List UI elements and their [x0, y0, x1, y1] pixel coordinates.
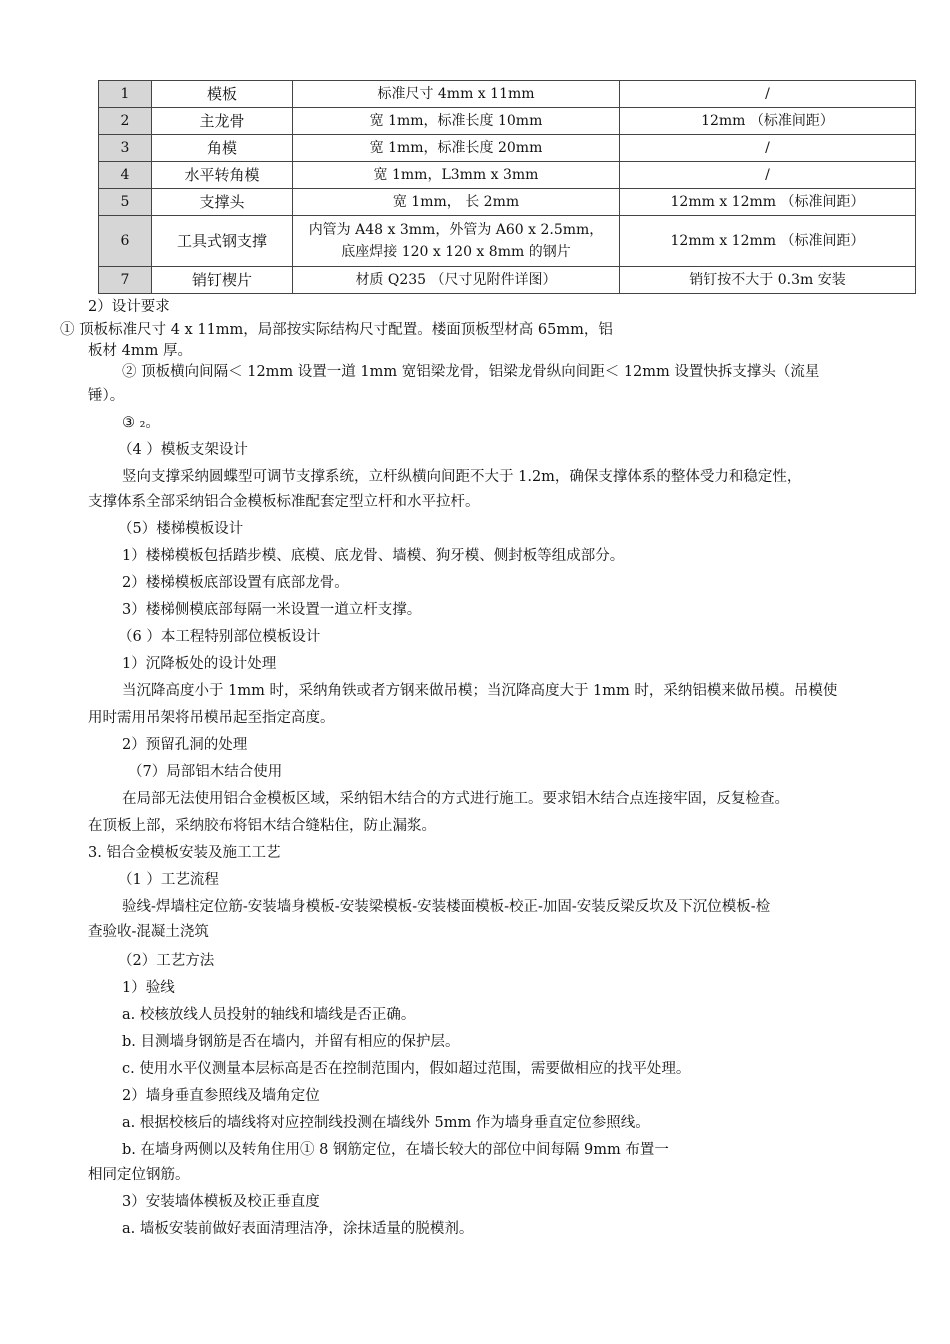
section-heading: （5）楼梯模板设计: [118, 521, 244, 537]
row-size: [293, 216, 620, 267]
paragraph-line: 相同定位钢筋。: [88, 1167, 190, 1183]
paragraph-line: 锤）。: [88, 388, 125, 404]
section-heading: 2）设计要求: [88, 299, 170, 315]
row-size-line: 内管为 A48 x 3mm，外管为 A60 x 2.5mm，: [308, 222, 604, 238]
paragraph-line: 1）沉降板处的设计处理: [122, 656, 277, 672]
row-no: 2: [99, 108, 152, 135]
row-size: 宽 1mm， 长 2mm: [293, 189, 620, 216]
row-name: 支撑头: [152, 189, 293, 216]
paragraph-line: 在局部无法使用铝合金模板区域，采纳铝木结合的方式进行施工。要求铝木结合点连接牢固，反复检查。: [122, 791, 789, 807]
row-spacing: /: [620, 135, 916, 162]
paragraph-line: a. 墙板安装前做好表面清理洁净，涂抹适量的脱模剂。: [122, 1221, 474, 1237]
paragraph-line: c. 使用水平仪测量本层标高是否在控制范围内，假如超过范围，需要做相应的找平处理。: [122, 1061, 691, 1077]
paragraph-line: a. 校核放线人员投射的轴线和墙线是否正确。: [122, 1007, 416, 1023]
row-name: 主龙骨: [152, 108, 293, 135]
row-size: 标准尺寸 4mm x 11mm: [293, 81, 620, 108]
paragraph-line: 当沉降高度小于 1mm 时，采纳角铁或者方钢来做吊模；当沉降高度大于 1mm 时，采纳铝模来做吊模。吊模使: [122, 683, 838, 699]
paragraph-line: 3）安装墙体模板及校正垂直度: [122, 1194, 320, 1210]
paragraph-line: 验线-焊墙柱定位筋-安装墙身模板-安装梁模板-安装楼面模板-校正-加固-安装反梁反坎及下沉位模板-检: [122, 899, 771, 915]
paragraph-line: 3）楼梯侧模底部每隔一米设置一道立杆支撑。: [122, 602, 422, 618]
section-heading: （6 ）本工程特别部位模板设计: [118, 629, 321, 645]
paragraph-line: 竖向支撑采纳圆蝶型可调节支撑系统，立杆纵横向间距不大于 1.2m，确保支撑体系的整体受力和稳定性，: [122, 469, 802, 485]
row-no: 4: [99, 162, 152, 189]
row-name: 模板: [152, 81, 293, 108]
row-spacing: /: [620, 81, 916, 108]
row-spacing: 12mm x 12mm （标准间距）: [620, 216, 916, 267]
table-row: [99, 135, 916, 162]
row-size: 宽 1mm，标准长度 20mm: [293, 135, 620, 162]
spec-table: [98, 80, 916, 294]
paragraph-line: 1）楼梯模板包括踏步模、底模、底龙骨、墙模、狗牙模、侧封板等组成部分。: [122, 548, 625, 564]
paragraph-line: b. 在墙身两侧以及转角住用① 8 钢筋定位，在墙长较大的部位中间每隔 9mm 布置一: [122, 1142, 669, 1158]
paragraph-line: ② 顶板横向间隔＜ 12mm 设置一道 1mm 宽铝梁龙骨，铝梁龙骨纵向间距＜ 12mm 设置快拆支撑头（流星: [122, 364, 820, 380]
row-spacing: 销钉按不大于 0.3m 安装: [620, 267, 916, 294]
paragraph-line: a. 根据校核后的墙线将对应控制线投测在墙线外 5mm 作为墙身垂直定位参照线。: [122, 1115, 650, 1131]
row-no: 1: [99, 81, 152, 108]
paragraph-line: 在顶板上部，采纳胶布将铝木结合缝粘住，防止漏浆。: [88, 818, 436, 834]
table-row: [99, 162, 916, 189]
row-no: 6: [99, 216, 152, 267]
row-name: 水平转角模: [152, 162, 293, 189]
paragraph-line: b. 目测墙身钢筋是否在墙内，并留有相应的保护层。: [122, 1034, 460, 1050]
table-row: [99, 108, 916, 135]
paragraph-line: ① 顶板标准尺寸 4 x 11mm，局部按实际结构尺寸配置。楼面顶板型材高 65mm，铝: [60, 322, 613, 338]
row-name: 工具式钢支撑: [152, 216, 293, 267]
row-size: 宽 1mm，标准长度 10mm: [293, 108, 620, 135]
row-name: 角模: [152, 135, 293, 162]
row-size-line: 底座焊接 120 x 120 x 8mm 的钢片: [341, 244, 571, 260]
paragraph-line: 2）墙身垂直参照线及墙角定位: [122, 1088, 320, 1104]
row-size: 材质 Q235 （尺寸见附件详图）: [293, 267, 620, 294]
paragraph-line: 2）预留孔洞的处理: [122, 737, 248, 753]
paragraph-line: 用时需用吊架将吊模吊起至指定高度。: [88, 710, 335, 726]
paragraph-line: 板材 4mm 厚。: [88, 343, 192, 359]
section-heading: （2）工艺方法: [118, 953, 215, 969]
row-spacing: 12mm x 12mm （标准间距）: [620, 189, 916, 216]
paragraph-line: 支撑体系全部采纳铝合金模板标准配套定型立杆和水平拉杆。: [88, 494, 480, 510]
row-no: 7: [99, 267, 152, 294]
paragraph-line: 1）验线: [122, 980, 175, 996]
section-heading: 3. 铝合金模板安装及施工工艺: [88, 845, 281, 861]
table-row: [99, 189, 916, 216]
section-heading: （7）局部铝木结合使用: [128, 764, 283, 780]
row-no: 3: [99, 135, 152, 162]
table-row: [99, 81, 916, 108]
paragraph-line: 2）楼梯模板底部设置有底部龙骨。: [122, 575, 349, 591]
row-no: 5: [99, 189, 152, 216]
section-heading: （1 ）工艺流程: [118, 872, 219, 888]
row-size: 宽 1mm，L3mm x 3mm: [293, 162, 620, 189]
paragraph-line: 查验收-混凝土浇筑: [88, 924, 209, 940]
table-row: [99, 267, 916, 294]
table-row: [99, 216, 916, 267]
row-spacing: 12mm （标准间距）: [620, 108, 916, 135]
row-name: 销钉楔片: [152, 267, 293, 294]
row-spacing: /: [620, 162, 916, 189]
section-heading: （4 ）模板支架设计: [118, 442, 248, 458]
paragraph-line: ③ ₂。: [122, 415, 160, 431]
